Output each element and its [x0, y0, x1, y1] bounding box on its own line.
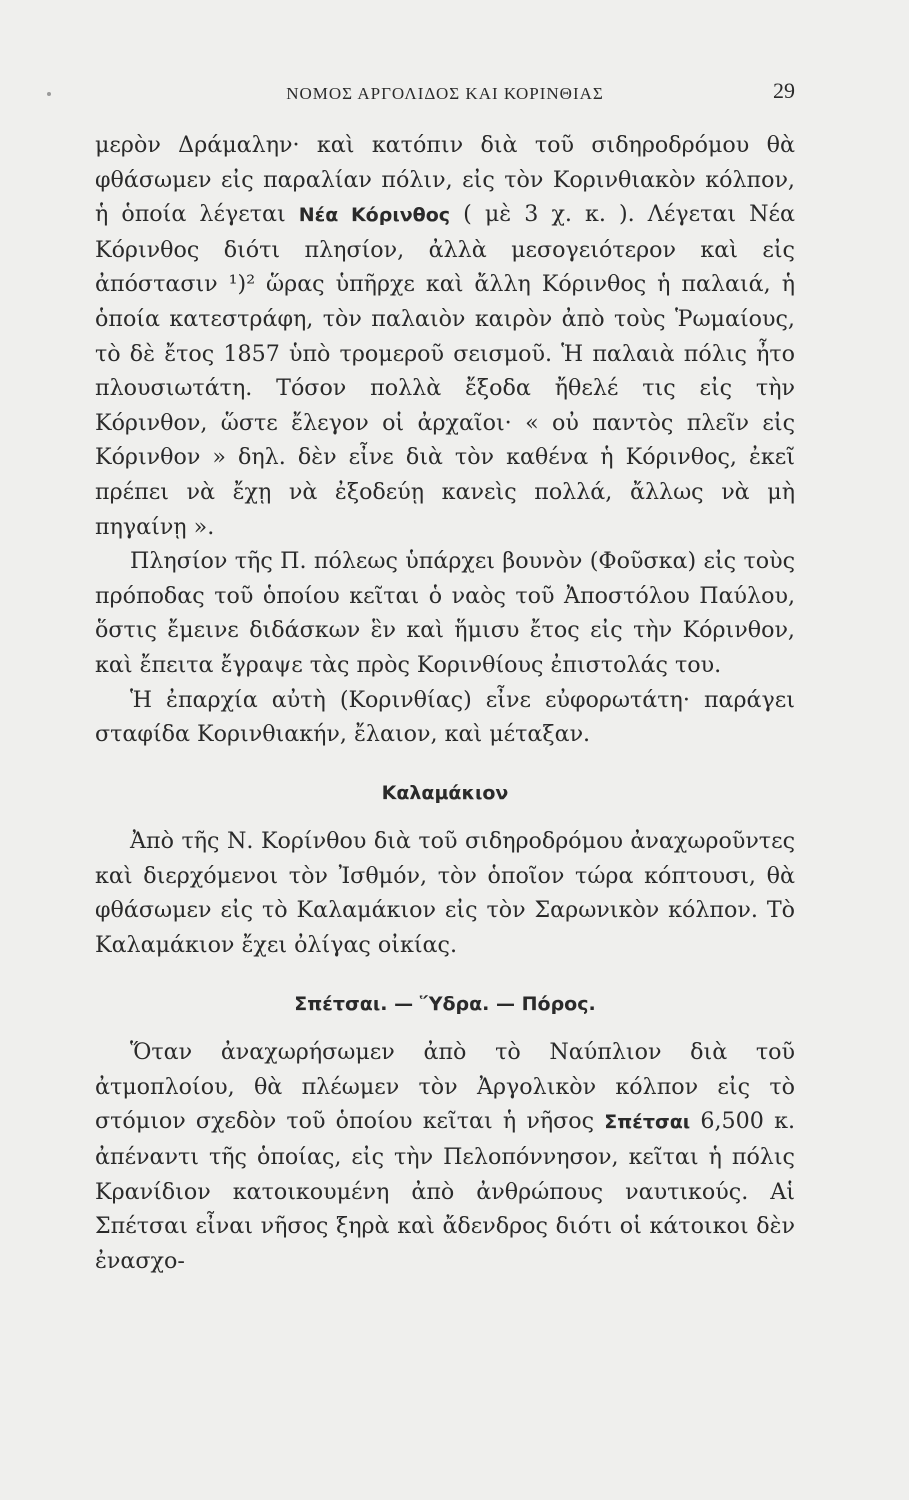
- paragraph-spetses: [95, 1035, 795, 1278]
- running-title: ΝΟΜΟΣ ΑΡΓΟΛΙΔΟΣ ΚΑΙ ΚΟΡΙΝΘΙΑΣ: [286, 84, 604, 103]
- paragraph-kalamaki: Ἀπὸ τῆς Ν. Κορίνθου διὰ τοῦ σιδηροδρόμου ἀναχωροῦντες καὶ διερχόμενοι τὸν Ἰσθμόν, τὸν ὁποῖον τώρα κόπτουσι, θὰ φθάσωμεν εἰς τὸ Καλαμάκιον εἰς τὸν Σαρωνικὸν κόλπον. Τὸ Καλαμάκιον ἔχει ὀλίγας οἰκίας.: [95, 828, 795, 959]
- paragraph-text: 6,500 κ. ἀπέναντι τῆς ὁποίας, εἰς τὴν Πελοπόννησον, κεῖται ἡ πόλις Κρανίδιον κατοικουμένη ἀπὸ ἀνθρώπους ναυτικούς. Αἱ Σπέτσαι εἶναι νῆσος ξηρὰ καὶ ἄδενδρος διότι οἱ κάτοικοι δὲν ἐνασχο-: [95, 1108, 796, 1274]
- paragraph-nea-korinthos: [95, 128, 795, 544]
- paragraph-text: Ὅταν ἀναχωρήσωμεν ἀπὸ τὸ Ναύπλιον διὰ τοῦ ἀτμοπλοίου, θὰ πλέωμεν τὸν Ἀργολικὸν κόλπον εἰς τὸ στόμιον σχεδὸν τοῦ ὁποίου κεῖται ἡ νῆσος: [95, 1039, 795, 1135]
- page-header: [95, 76, 795, 108]
- page-body: [95, 128, 795, 1278]
- margin-dot: [47, 92, 51, 96]
- page-number: 29: [773, 78, 795, 103]
- section-title-kalamaki: Καλαμάκιον: [381, 781, 509, 804]
- bold-term: Νέα Κόρινθος: [298, 204, 451, 227]
- section-title-islands: Σπέτσαι. — Ὕδρα. — Πόρος.: [294, 992, 596, 1015]
- bold-term: Σπέτσαι: [604, 1111, 691, 1134]
- paragraph-apostle-paul: Πλησίον τῆς Π. πόλεως ὑπάρχει βουνὸν (Φοῦσκα) εἰς τοὺς πρόποδας τοῦ ὁποίου κεῖται ὁ ναὸς τοῦ Ἀποστόλου Παύλου, ὅστις ἔμεινε διδάσκων ἓν καὶ ἥμισυ ἔτος εἰς τὴν Κόρινθον, καὶ ἔπειτα ἔγραψε τὰς πρὸς Κορινθίους ἐπιστολάς του.: [95, 548, 795, 678]
- paragraph-text: ( μὲ 3 χ. κ. ). Λέγεται Νέα Κόρινθος διότι πλησίον, ἀλλὰ μεσογειότερον καὶ εἰς ἀπόστασιν ¹)² ὥρας ὑπῆρχε καὶ ἄλλη Κόρινθος ἡ παλαιά, ἡ ὁποία κατεστράφη, τὸν παλαιὸν καιρὸν ἀπὸ τοὺς Ῥωμαίους, τὸ δὲ ἔτος 1857 ὑπὸ τρομεροῦ σεισμοῦ. Ἡ παλαιὰ πόλις ἦτο πλουσιωτάτη. Τόσον πολλὰ ἔξοδα ἤθελέ τις εἰς τὴν Κόρινθον, ὥστε ἔλεγον οἱ ἀρχαῖοι· « οὐ παντὸς πλεῖν εἰς Κόρινθον » δηλ. δὲν εἶνε διὰ τὸν καθένα ἡ Κόρινθος, ἐκεῖ πρέπει νὰ ἔχῃ νὰ ἐξοδεύῃ κανεὶς πολλά, ἄλλως νὰ μὴ πηγαίνῃ ».: [95, 201, 795, 540]
- paragraph-text: μερὸν Δράμαλην· καὶ κατόπιν διὰ τοῦ σιδηροδρόμου θὰ φθάσωμεν εἰς παραλίαν πόλιν, εἰς τὸν Κορινθιακὸν κόλπον, ἡ ὁποία λέγεται: [95, 132, 795, 228]
- paragraph-eparchy: Ἡ ἐπαρχία αὐτὴ (Κορινθίας) εἶνε εὐφορωτάτη· παράγει σταφίδα Κορινθιακήν, ἔλαιον, καὶ μέταξαν.: [95, 686, 795, 748]
